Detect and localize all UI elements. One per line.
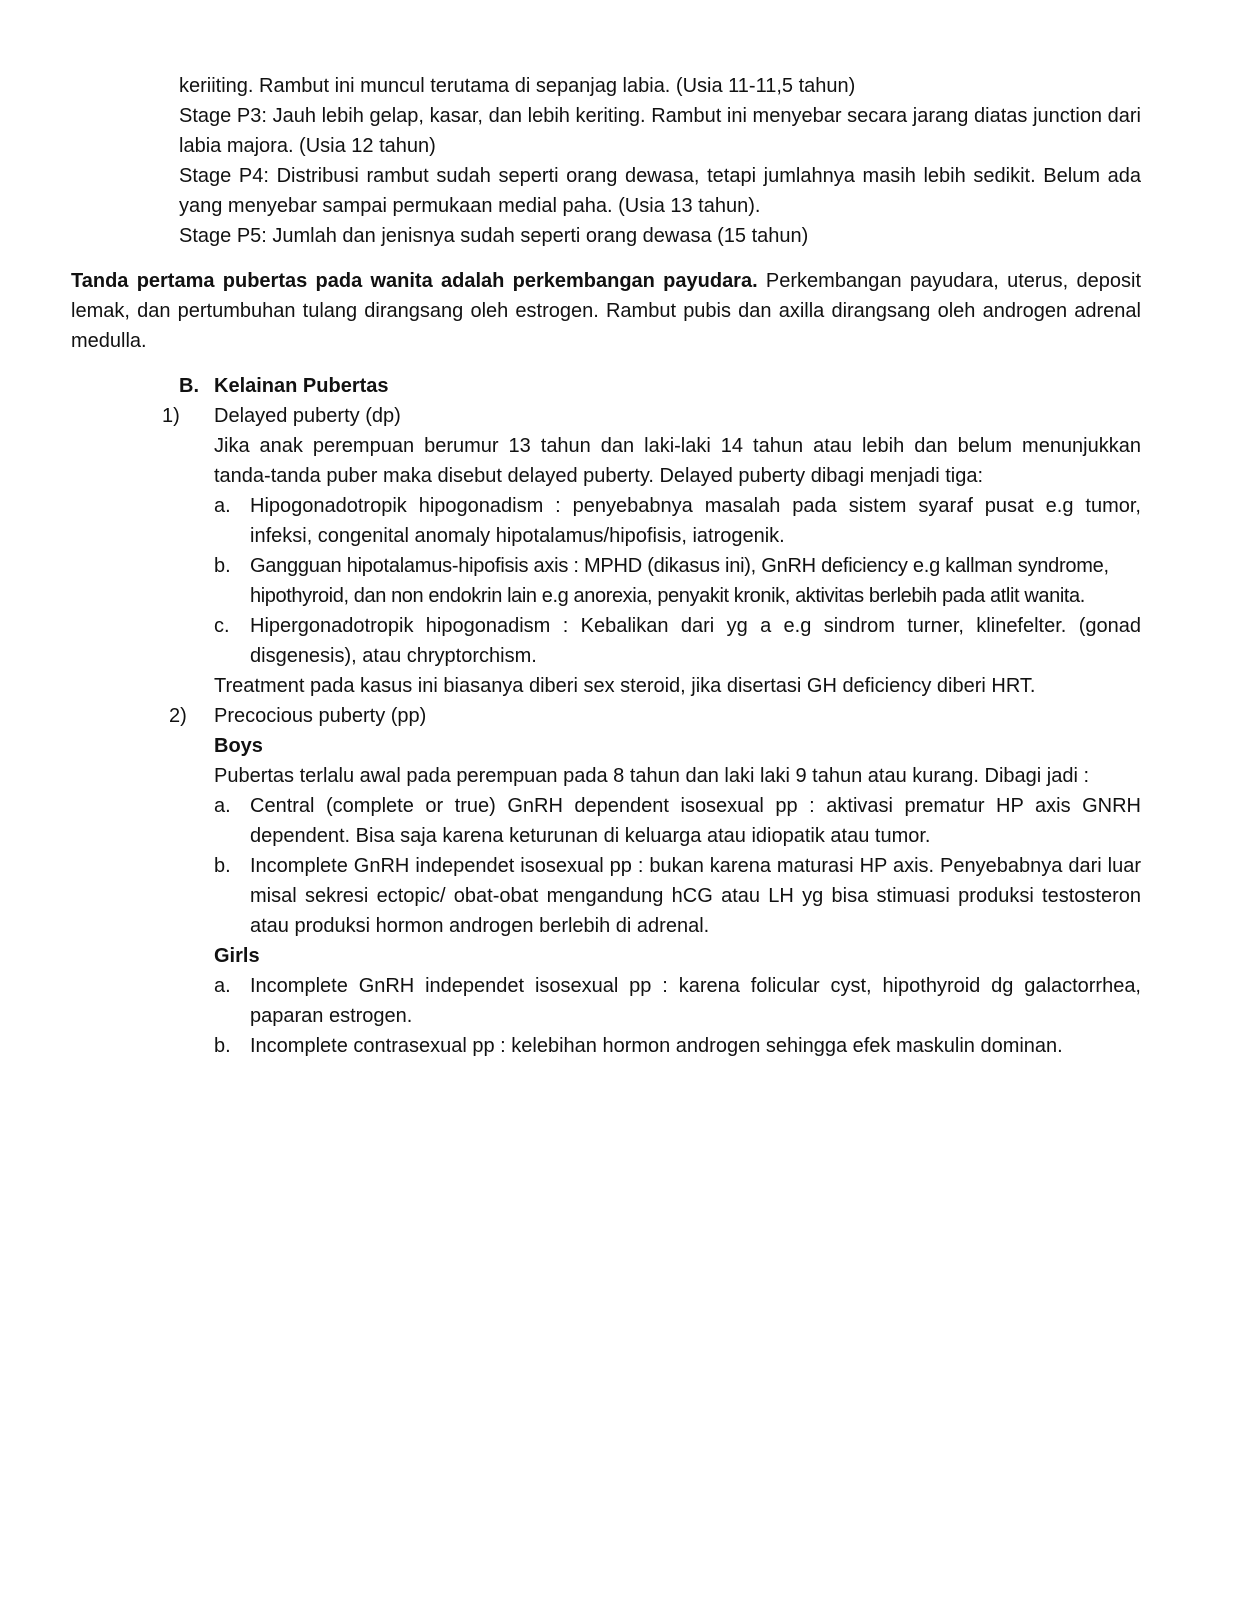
delayed-item-a-marker: a. (214, 495, 231, 517)
precocious-marker: 2) (169, 705, 187, 727)
boys-item-a-marker: a. (214, 795, 231, 817)
intro-rest: Perkembangan payudara, uterus, deposit lemak, dan pertumbuhan tulang dirangsang oleh estrogen. Rambut pubis dan axilla dirangsang oleh androgen adrenal medulla. (71, 270, 1141, 352)
girls-item-b-marker: b. (214, 1035, 231, 1057)
stage-p5-paragraph: Stage P5: Jumlah dan jenisnya sudah seperti orang dewasa (15 tahun) (179, 225, 809, 247)
stage-p4-paragraph: Stage P4: Distribusi rambut sudah seperti orang dewasa, tetapi jumlahnya masih lebih sedikit. Belum ada yang menyebar sampai permukaan medial paha. (Usia 13 tahun). (179, 165, 1141, 217)
delayed-item-b-line2: hipothyroid, dan non endokrin lain e.g anorexia, penyakit kronik, aktivitas berlebih pada atlit wanita. (250, 585, 1085, 607)
boys-item-b-text: Incomplete GnRH independet isosexual pp : bukan karena maturasi HP axis. Penyebabnya dari luar misal sekresi ectopic/ obat-obat mengandung hCG atau LH yg bisa stimuasi produksi testosteron atau produksi hormon androgen berlebih di adrenal. (250, 855, 1141, 937)
girls-item-b-text: Incomplete contrasexual pp : kelebihan hormon androgen sehingga efek maskulin dominan. (250, 1035, 1063, 1057)
boys-item-a-text: Central (complete or true) GnRH dependent isosexual pp : aktivasi prematur HP axis GNRH dependent. Bisa saja karena keturunan di keluarga atau idiopatik atau tumor. (250, 795, 1141, 847)
boys-item-b-marker: b. (214, 855, 231, 877)
girls-item-a-marker: a. (214, 975, 231, 997)
section-b-title: Kelainan Pubertas (214, 375, 389, 397)
stage-p3-paragraph: Stage P3: Jauh lebih gelap, kasar, dan lebih keriting. Rambut ini menyebar secara jarang diatas junction dari labia majora. (Usia 12 tahun) (179, 105, 1141, 157)
delayed-item-c-text: Hipergonadotropik hipogonadism : Kebalikan dari yg a e.g sindrom turner, klinefelter. (gonad disgenesis), atau chryptorchism. (250, 615, 1141, 667)
delayed-item-b-marker: b. (214, 555, 231, 577)
section-b-marker: B. (179, 375, 199, 397)
delayed-marker: 1) (162, 405, 180, 427)
delayed-item-b-line1: Gangguan hipotalamus-hipofisis axis : MPHD (dikasus ini), GnRH deficiency e.g kallman syndrome, (250, 555, 1109, 577)
intro-bold-lead: Tanda pertama pubertas pada wanita adalah perkembangan payudara. (71, 270, 758, 292)
delayed-description: Jika anak perempuan berumur 13 tahun dan laki-laki 14 tahun atau lebih dan belum menunjukkan tanda-tanda puber maka disebut delayed puberty. Delayed puberty dibagi menjadi tiga: (214, 435, 1141, 487)
girls-item-a-text: Incomplete GnRH independet isosexual pp : karena folicular cyst, hipothyroid dg galactorrhea, paparan estrogen. (250, 975, 1141, 1027)
boys-description: Pubertas terlalu awal pada perempuan pada 8 tahun dan laki laki 9 tahun atau kurang. Dibagi jadi : (214, 765, 1090, 787)
stage-p2-continuation: keriiting. Rambut ini muncul terutama di sepanjag labia. (Usia 11-11,5 tahun) (179, 75, 856, 97)
delayed-treatment: Treatment pada kasus ini biasanya diberi sex steroid, jika disertasi GH deficiency diberi HRT. (214, 675, 1036, 697)
boys-heading: Boys (214, 735, 263, 757)
intro-paragraph (71, 266, 1141, 356)
delayed-item-c-marker: c. (214, 615, 230, 637)
delayed-title: Delayed puberty (dp) (214, 405, 401, 427)
precocious-title: Precocious puberty (pp) (214, 705, 427, 727)
girls-heading: Girls (214, 945, 260, 967)
delayed-item-a-text: Hipogonadotropik hipogonadism : penyebabnya masalah pada sistem syaraf pusat e.g tumor, infeksi, congenital anomaly hipotalamus/hipofisis, iatrogenik. (250, 495, 1141, 547)
